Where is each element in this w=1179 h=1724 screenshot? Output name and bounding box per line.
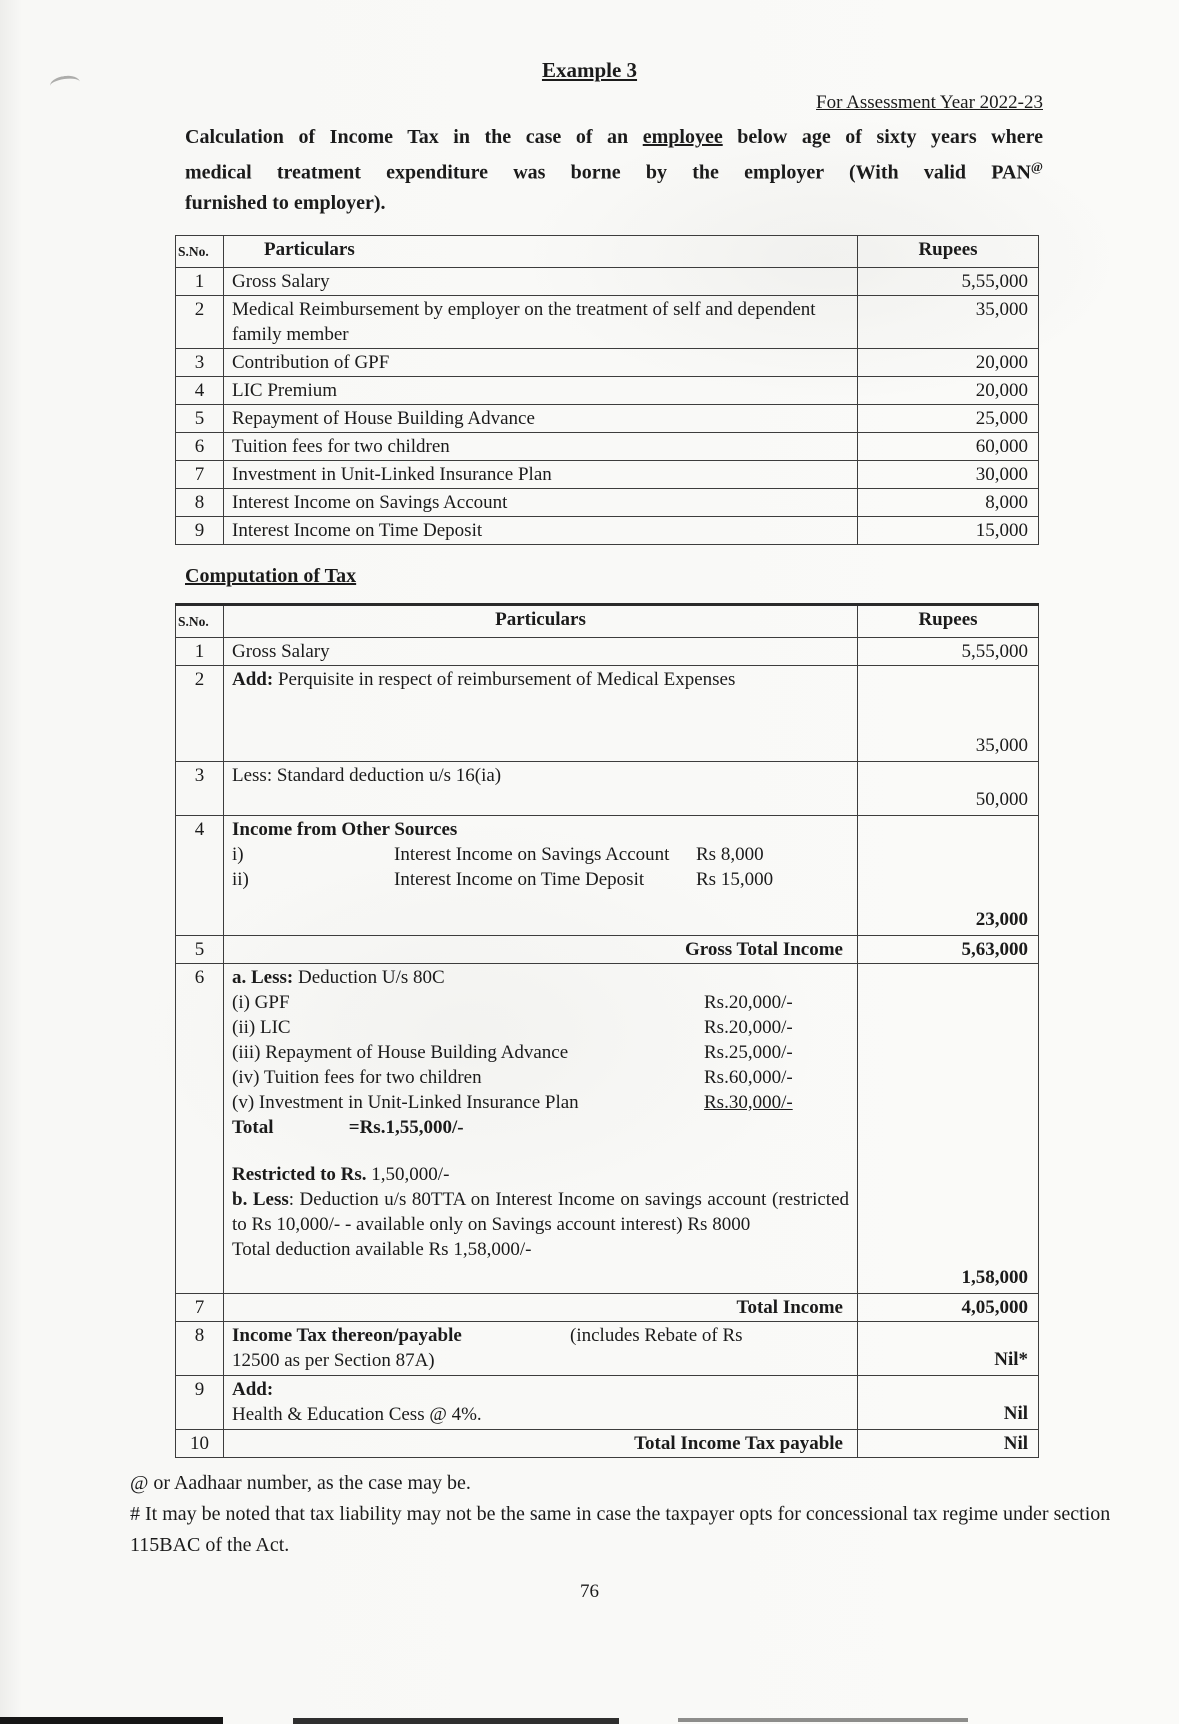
- table-row: [176, 404, 1039, 432]
- row-sno: 5: [176, 404, 224, 432]
- pan-superscript: @: [1030, 159, 1043, 174]
- row-sno: 9: [176, 1375, 224, 1429]
- table-row: [176, 295, 1039, 348]
- table-row: [176, 761, 1039, 815]
- income-table: [175, 235, 1039, 545]
- deduction-total-line: [232, 1115, 849, 1140]
- scan-artifact-bar: [678, 1718, 968, 1722]
- row-total-label: Total Income Tax payable: [224, 1429, 858, 1457]
- item-label: Interest Income on Time Deposit: [394, 868, 645, 890]
- computation-table-header-row: [176, 604, 1039, 637]
- row-sno: 5: [176, 935, 224, 963]
- footnote-115bac: # It may be noted that tax liability may not be the same in case the taxpayer opts for concessional tax regime under section 115BAC of the Act.: [130, 1502, 1111, 1556]
- computation-header-particulars: Particulars: [224, 604, 858, 637]
- row-particulars: Investment in Unit-Linked Insurance Plan: [224, 460, 858, 488]
- table-row: [176, 1429, 1039, 1457]
- other-sources-item: [232, 867, 849, 892]
- other-sources-heading: Income from Other Sources: [232, 818, 458, 840]
- row-bold-prefix: Add:: [232, 1378, 274, 1400]
- row-amount: Nil: [858, 1375, 1039, 1429]
- row-amount: 5,55,000: [858, 637, 1039, 665]
- row-particulars: [224, 1375, 858, 1429]
- row-text: : Deduction u/s 80TTA on Interest Income on savings account (restricted to Rs 10,000/- - available only on Savings account interest) Rs 8000: [232, 1188, 849, 1235]
- table-row: [176, 432, 1039, 460]
- intro-line2-text: medical treatment expenditure was borne by the employer (With valid PAN: [185, 161, 1031, 184]
- table-row: [176, 376, 1039, 404]
- row-amount: 50,000: [858, 761, 1039, 815]
- row-bold-prefix: Income Tax thereon/payable: [232, 1324, 462, 1346]
- intro-employee-underlined: employee: [642, 126, 723, 148]
- deduction-item: [232, 1015, 849, 1040]
- row-bold-prefix: b. Less: [232, 1188, 289, 1210]
- row-particulars: Interest Income on Time Deposit: [224, 516, 858, 544]
- rebate-note: (includes Rebate of Rs: [570, 1324, 743, 1346]
- row-particulars: [224, 963, 858, 1293]
- footnotes: [130, 1468, 1138, 1561]
- row-amount: 1,58,000: [858, 963, 1039, 1293]
- table-row: [176, 1321, 1039, 1375]
- deduction-item: [232, 990, 849, 1015]
- row-amount: 4,05,000: [858, 1293, 1039, 1321]
- blank-gap: [232, 1140, 849, 1162]
- row-amount: 35,000: [858, 665, 1039, 761]
- row-sno: 7: [176, 460, 224, 488]
- deduction-item: [232, 1040, 849, 1065]
- table-row: [176, 935, 1039, 963]
- income-header-particulars: Particulars: [224, 235, 858, 267]
- row-sno: 1: [176, 637, 224, 665]
- deduction-value: Rs.60,000/-: [704, 1066, 793, 1088]
- row-amount: Nil*: [858, 1321, 1039, 1375]
- intro-paragraph: [185, 122, 1043, 218]
- example-title-text: Example 3: [541, 58, 638, 82]
- row-amount: 35,000: [858, 295, 1039, 348]
- income-header-rupees: Rupees: [858, 235, 1039, 267]
- row-total-label: Gross Total Income: [224, 935, 858, 963]
- deduction-value-underlined: Rs.30,000/-: [704, 1091, 793, 1113]
- deduction-label: (i) GPF: [232, 991, 290, 1013]
- scan-artifact-bar: [293, 1718, 619, 1724]
- table-row: [176, 1293, 1039, 1321]
- table-row: [176, 963, 1039, 1293]
- row-amount: 5,55,000: [858, 267, 1039, 295]
- row-particulars: Gross Salary: [224, 267, 858, 295]
- row-sno: 8: [176, 1321, 224, 1375]
- other-sources-item: [232, 842, 849, 867]
- row-amount: 8,000: [858, 488, 1039, 516]
- row-amount: 5,63,000: [858, 935, 1039, 963]
- row-particulars: Medical Reimbursement by employer on the treatment of self and dependent family member: [224, 295, 858, 348]
- computation-heading-text: Computation of Tax: [185, 564, 357, 587]
- total-deduction-line: Total deduction available Rs 1,58,000/-: [232, 1238, 532, 1260]
- row-particulars: Gross Salary: [224, 637, 858, 665]
- computation-table: [175, 603, 1039, 1458]
- row-sno: 7: [176, 1293, 224, 1321]
- row-particulars: Tuition fees for two children: [224, 432, 858, 460]
- row-particulars: Contribution of GPF: [224, 348, 858, 376]
- row-amount: 25,000: [858, 404, 1039, 432]
- row-bold-prefix: Add:: [232, 668, 274, 690]
- row-bold-prefix: a. Less:: [232, 966, 294, 988]
- row-particulars: Less: Standard deduction u/s 16(ia): [224, 761, 858, 815]
- restricted-bold: Restricted to Rs.: [232, 1163, 367, 1185]
- row-sno: 9: [176, 516, 224, 544]
- restricted-value: 1,50,000/-: [371, 1163, 450, 1185]
- row-amount: 60,000: [858, 432, 1039, 460]
- table-row: [176, 348, 1039, 376]
- table-row: [176, 516, 1039, 544]
- row-amount: 20,000: [858, 348, 1039, 376]
- table-row: [176, 267, 1039, 295]
- deduction-item: [232, 1065, 849, 1090]
- row-sno: 10: [176, 1429, 224, 1457]
- intro-line-2: [185, 152, 1043, 188]
- computation-header-sno: S.No.: [176, 604, 224, 637]
- table-row: [176, 488, 1039, 516]
- income-tax-line-2: 12500 as per Section 87A): [232, 1349, 435, 1371]
- intro-line-1: [185, 122, 1043, 152]
- intro-line1-post: below age of sixty years where: [737, 126, 1043, 148]
- row-total-label: Total Income: [224, 1293, 858, 1321]
- computation-heading: [185, 565, 1179, 588]
- row-particulars: Repayment of House Building Advance: [224, 404, 858, 432]
- row-sno: 6: [176, 963, 224, 1293]
- total-label: Total: [232, 1116, 274, 1138]
- item-number: i): [232, 843, 244, 865]
- income-header-sno: S.No.: [176, 235, 224, 267]
- deduction-value: Rs.20,000/-: [704, 1016, 793, 1038]
- assessment-year: [0, 92, 1179, 114]
- row-text: Perquisite in respect of reimbursement of Medical Expenses: [277, 668, 736, 690]
- deduction-80tta-paragraph: [232, 1187, 849, 1237]
- row-amount: Nil: [858, 1429, 1039, 1457]
- deduction-label: (iv) Tuition fees for two children: [232, 1066, 482, 1088]
- row-particulars: [224, 665, 858, 761]
- table-row: [176, 637, 1039, 665]
- example-title: [0, 0, 1179, 83]
- total-value: =Rs.1,55,000/-: [348, 1116, 464, 1138]
- deduction-value: Rs.25,000/-: [704, 1041, 793, 1063]
- deduction-80c-heading: [232, 965, 849, 990]
- item-number: ii): [232, 868, 249, 890]
- row-sno: 4: [176, 815, 224, 935]
- footnote-aadhaar: @ or Aadhaar number, as the case may be.: [130, 1471, 471, 1494]
- row-particulars: Interest Income on Savings Account: [224, 488, 858, 516]
- row-sno: 4: [176, 376, 224, 404]
- table-row: [176, 815, 1039, 935]
- row-sno: 3: [176, 348, 224, 376]
- deduction-item: [232, 1090, 849, 1115]
- row-particulars: [224, 1321, 858, 1375]
- row-sno: 3: [176, 761, 224, 815]
- item-value: Rs 15,000: [696, 868, 774, 890]
- intro-line1-pre: Calculation of Income Tax in the case of an: [185, 126, 629, 148]
- computation-header-rupees: Rupees: [858, 604, 1039, 637]
- intro-line-3: furnished to employer).: [185, 191, 386, 214]
- scan-artifact-bar: [0, 1717, 223, 1724]
- row-sno: 6: [176, 432, 224, 460]
- table-row: [176, 1375, 1039, 1429]
- income-table-header-row: [176, 235, 1039, 267]
- row-amount: 30,000: [858, 460, 1039, 488]
- row-amount: 20,000: [858, 376, 1039, 404]
- restricted-line: [232, 1162, 849, 1187]
- income-tax-line-1: [232, 1323, 849, 1348]
- deduction-label: (iii) Repayment of House Building Advance: [232, 1041, 569, 1063]
- table-row: [176, 460, 1039, 488]
- row-amount: 15,000: [858, 516, 1039, 544]
- row-particulars: [224, 815, 858, 935]
- row-amount: 23,000: [858, 815, 1039, 935]
- deduction-label: (v) Investment in Unit-Linked Insurance Plan: [232, 1091, 579, 1113]
- assessment-year-text: For Assessment Year 2022-23: [816, 92, 1043, 113]
- item-value: Rs 8,000: [696, 843, 764, 865]
- item-label: Interest Income on Savings Account: [394, 843, 670, 865]
- deduction-value: Rs.20,000/-: [704, 991, 793, 1013]
- deduction-label: (ii) LIC: [232, 1016, 291, 1038]
- cess-line: Health & Education Cess @ 4%.: [232, 1403, 482, 1425]
- row-sno: 1: [176, 267, 224, 295]
- row-text: Deduction U/s 80C: [297, 966, 445, 988]
- row-particulars: LIC Premium: [224, 376, 858, 404]
- row-sno: 2: [176, 295, 224, 348]
- row-sno: 8: [176, 488, 224, 516]
- row-sno: 2: [176, 665, 224, 761]
- page-number: 76: [580, 1580, 599, 1602]
- table-row: [176, 665, 1039, 761]
